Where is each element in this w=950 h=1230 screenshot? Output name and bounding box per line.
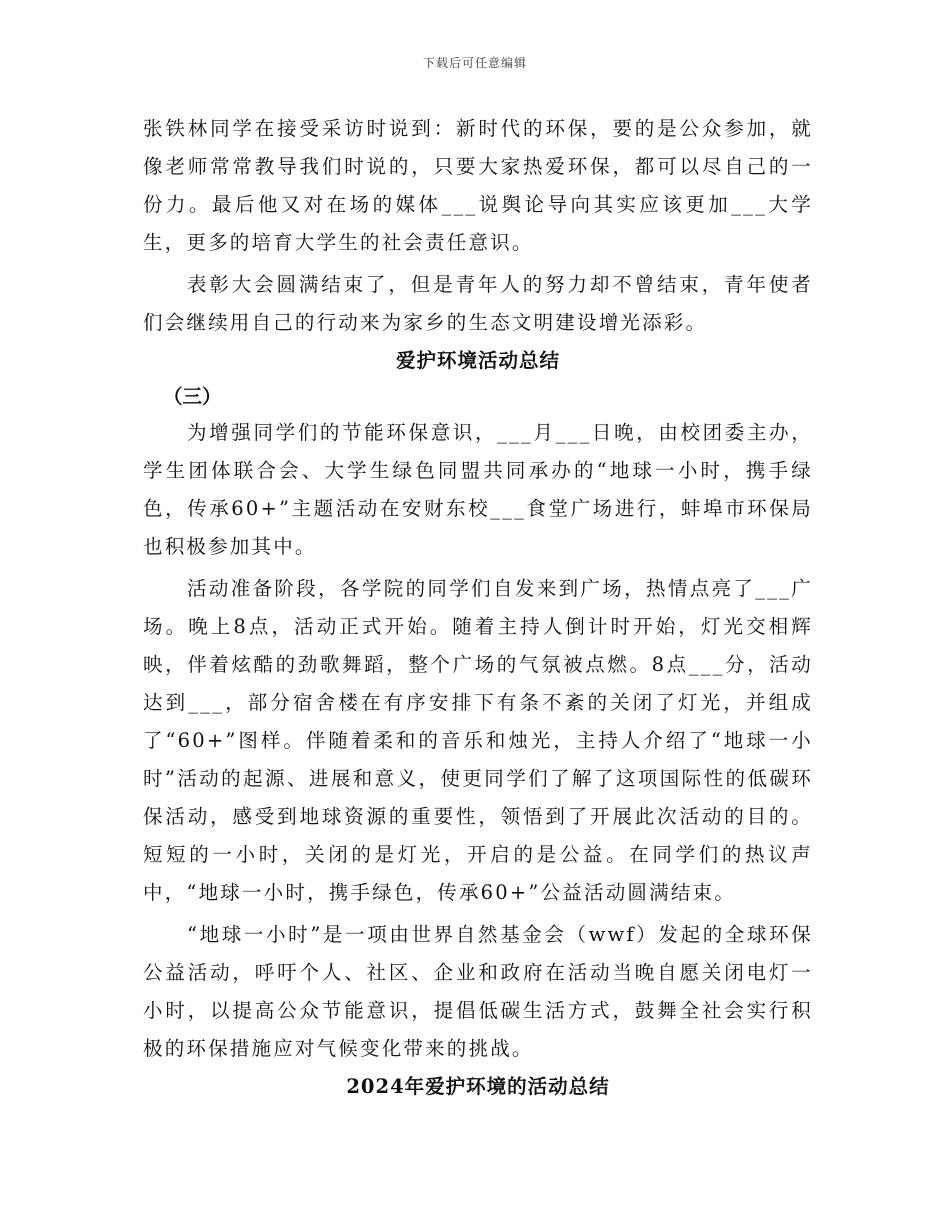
final-heading: 2024年爱护环境的活动总结 — [346, 1075, 610, 1098]
page-header: 下载后可任意编辑 — [422, 56, 527, 70]
body-paragraph: “地球一小时”是一项由世界自然基金会（wwf）发起的全球环保公益活动，呼吁个人、社区、企业和政府在活动当晚自愿关闭电灯一小时，以提高公众节能意识，提倡低碳生活方式，鼓舞全社会实行积极的环保措施应对气候变化带来的挑战。 — [143, 923, 813, 1060]
body-paragraph: 为增强同学们的节能环保意识，___月___日晚，由校团委主办，学生团体联合会、大学生绿色同盟共同承办的“地球一小时，携手绿色，传承60+”主题活动在安财东校___食堂广场进行，蚌埠市环保局也积极参加其中。 — [143, 421, 813, 558]
document-body — [143, 110, 813, 1106]
body-paragraph: 张铁林同学在接受采访时说到：新时代的环保，要的是公众参加，就像老师常常教导我们时说的，只要大家热爱环保，都可以尽自己的一份力。最后他又对在场的媒体___说舆论导向其实应该更加___大学生，更多的培育大学生的社会责任意识。 — [143, 117, 813, 254]
section-title: 爱护环境活动总结 — [395, 349, 560, 372]
section-subtitle: （三） — [163, 385, 222, 408]
body-paragraph: 活动准备阶段，各学院的同学们自发来到广场，热情点亮了___广场。晚上8点，活动正式开始。随着主持人倒计时开始，灯光交相辉映，伴着炫酷的劲歌舞蹈，整个广场的气氛被点燃。8点___分，活动达到___，部分宿舍楼在有序安排下有条不紊的关闭了灯光，并组成了“60+”图样。伴随着柔和的音乐和烛光，主持人介绍了“地球一小时”活动的起源、进展和意义，使更同学们了解了这项国际性的低碳环保活动，感受到地球资源的重要性，领悟到了开展此次活动的目的。短短的一小时，关闭的是灯光，开启的是公益。在同学们的热议声中，“地球一小时，携手绿色，传承60+”公益活动圆满结束。 — [143, 577, 813, 904]
body-paragraph: 表彰大会圆满结束了，但是青年人的努力却不曾结束，青年使者们会继续用自己的行动来为家乡的生态文明建设增光添彩。 — [143, 273, 813, 334]
